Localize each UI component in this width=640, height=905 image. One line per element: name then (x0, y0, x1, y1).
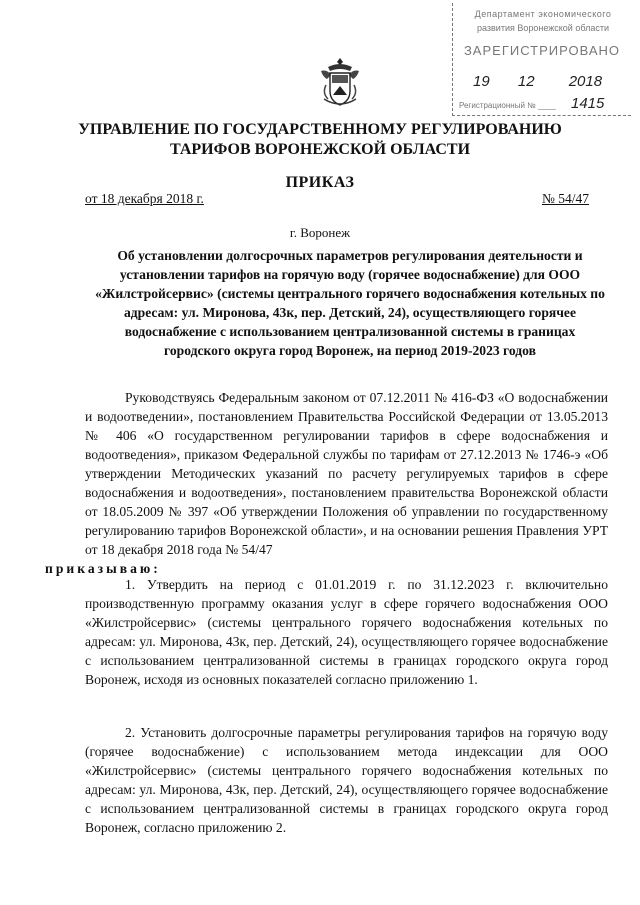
preamble-paragraph (45, 388, 608, 578)
document-type: ПРИКАЗ (285, 174, 355, 191)
stamp-number-label: Регистрационный № ____ (459, 101, 556, 110)
clause-1: 1. Утвердить на период с 01.01.2019 г. по 31.12.2023 г. включительно производственную программу оказания услуг в сфере горячего водоснабжения ООО «Жилстройсервис» (системы центрального горячего водоснабжения котельных по адресам: ул. Миронова, 43к, пер. Детский, 24), осуществляющего горячее водоснабжение с использованием централизованной системы в границах городского округа город Воронеж, исходя из основных показателей согласно приложению 1. (85, 577, 608, 687)
organization-line-2: ТАРИФОВ ВОРОНЕЖСКОЙ ОБЛАСТИ (169, 141, 471, 158)
stamp-department-line: Департамент экономического (474, 9, 612, 19)
order-number: № 54/47 (542, 191, 590, 206)
preamble-text: Руководствуясь Федеральным законом от 07.12.2011 № 416-ФЗ «О водоснабжении и водоотведении», постановлением Правительства Российской Федерации от 13.05.2013 № 406 «О государственном регулировании тарифов в сфере водоснабжения и водоотведения», приказом Федеральной службы по тарифам от 27.12.2013 № 1746-э «Об утверждении Методических указаний по расчету регулируемых тарифов в сфере водоснабжения и водоотведения», постановлением правительства Воронежской области от 18.05.2009 № 397 «Об утверждении Положения об управлении по государственному регулированию тарифов Воронежской области», и на основании решения Правления УРТ от 18 декабря 2018 года № 54/47 (85, 390, 608, 557)
stamp-region-line: развития Воронежской области (476, 23, 610, 33)
organization-name (0, 120, 640, 160)
stamp-registered-label: ЗАРЕГИСТРИРОВАНО (463, 43, 621, 58)
decree-word: приказываю: (45, 561, 161, 576)
stamp-number: 1415 (571, 95, 605, 112)
registration-stamp (452, 3, 631, 116)
stamp-date (465, 73, 625, 90)
clause-2: 2. Установить долгосрочные параметры регулирования тарифов на горячую воду (горячее водоснабжение) с использованием метода индексации для ООО «Жилстройсервис» (системы центрального горячего водоснабжения котельных по адресам: ул. Миронова, 43к, пер. Детский, 24), осуществляющего горячее водоснабжение с использованием централизованной системы в границах городского округа город Воронеж, согласно приложению 2. (85, 725, 608, 835)
stamp-date-year: 2018 (568, 73, 603, 90)
stamp-date-month: 12 (517, 73, 535, 90)
stamp-date-day: 19 (473, 73, 490, 90)
order-date: от 18 декабря 2018 г. (85, 191, 204, 206)
coat-of-arms-icon (318, 55, 362, 111)
organization-line-1: УПРАВЛЕНИЕ ПО ГОСУДАРСТВЕННОМУ РЕГУЛИРОВАНИЮ (78, 121, 562, 138)
order-subject: Об установлении долгосрочных параметров регулирования деятельности и установлении тарифов на горячую воду (горячее водоснабжение) для ООО «Жилстройсервис» (системы центрального горячего водоснабжения котельных по адресам: ул. Миронова, 43к, пер. Детский, 24), осуществляющего горячее водоснабжение с использованием централизованной системы в границах городского округа город Воронеж, на период 2019-2023 годов (95, 248, 605, 358)
city: г. Воронеж (289, 225, 351, 240)
